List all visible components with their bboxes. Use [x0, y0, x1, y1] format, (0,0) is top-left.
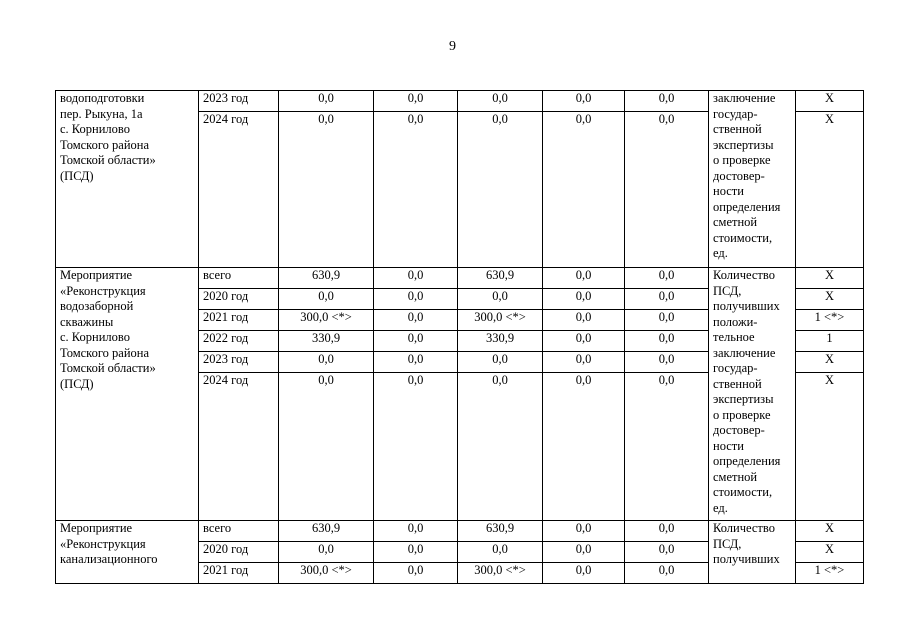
indicator-value-cell: 1 <*> [796, 563, 864, 584]
value-cell-total: 0,0 [279, 352, 374, 373]
table-row [56, 521, 864, 542]
value-cell-other: 0,0 [625, 563, 709, 584]
value-cell-total: 0,0 [279, 373, 374, 521]
value-cell-regional: 300,0 <*> [458, 310, 543, 331]
value-cell-federal: 0,0 [374, 310, 458, 331]
value-cell-federal: 0,0 [374, 352, 458, 373]
period-cell: всего [199, 268, 279, 289]
indicator-value-cell: Х [796, 521, 864, 542]
period-cell: 2024 год [199, 112, 279, 268]
period-cell: 2022 год [199, 331, 279, 352]
value-cell-regional: 0,0 [458, 352, 543, 373]
value-cell-federal: 0,0 [374, 289, 458, 310]
value-cell-regional: 330,9 [458, 331, 543, 352]
value-cell-regional: 0,0 [458, 373, 543, 521]
measure-description: водоподготовки пер. Рыкуна, 1а с. Корнилово Томского района Томской области» (ПСД) [56, 91, 199, 268]
value-cell-total: 330,9 [279, 331, 374, 352]
period-cell: 2021 год [199, 563, 279, 584]
value-cell-local: 0,0 [543, 331, 625, 352]
value-cell-other: 0,0 [625, 352, 709, 373]
table-row [56, 91, 864, 112]
value-cell-federal: 0,0 [374, 112, 458, 268]
indicator-value-cell: 1 [796, 331, 864, 352]
value-cell-local: 0,0 [543, 91, 625, 112]
value-cell-total: 630,9 [279, 521, 374, 542]
value-cell-other: 0,0 [625, 331, 709, 352]
indicator-value-cell: Х [796, 373, 864, 521]
value-cell-local: 0,0 [543, 521, 625, 542]
period-cell: 2024 год [199, 373, 279, 521]
measure-description: Мероприятие «Реконструкция водозаборной скважины с. Корнилово Томского района Томской области» (ПСД) [56, 268, 199, 521]
value-cell-federal: 0,0 [374, 373, 458, 521]
period-cell: 2020 год [199, 542, 279, 563]
value-cell-other: 0,0 [625, 521, 709, 542]
indicator-value-cell: Х [796, 352, 864, 373]
period-cell: 2020 год [199, 289, 279, 310]
indicator-value-cell: Х [796, 542, 864, 563]
value-cell-total: 0,0 [279, 91, 374, 112]
value-cell-regional: 630,9 [458, 268, 543, 289]
indicator-value-cell: 1 <*> [796, 310, 864, 331]
indicator-description: Количество ПСД, получивших [709, 521, 796, 584]
value-cell-federal: 0,0 [374, 331, 458, 352]
value-cell-regional: 0,0 [458, 289, 543, 310]
period-cell: всего [199, 521, 279, 542]
value-cell-other: 0,0 [625, 91, 709, 112]
value-cell-regional: 0,0 [458, 112, 543, 268]
value-cell-federal: 0,0 [374, 91, 458, 112]
value-cell-regional: 0,0 [458, 91, 543, 112]
value-cell-total: 300,0 <*> [279, 563, 374, 584]
value-cell-local: 0,0 [543, 542, 625, 563]
value-cell-federal: 0,0 [374, 542, 458, 563]
value-cell-other: 0,0 [625, 373, 709, 521]
value-cell-local: 0,0 [543, 310, 625, 331]
value-cell-total: 300,0 <*> [279, 310, 374, 331]
value-cell-total: 0,0 [279, 112, 374, 268]
period-cell: 2023 год [199, 91, 279, 112]
value-cell-other: 0,0 [625, 310, 709, 331]
period-cell: 2023 год [199, 352, 279, 373]
value-cell-other: 0,0 [625, 289, 709, 310]
table-row [56, 268, 864, 289]
value-cell-regional: 300,0 <*> [458, 563, 543, 584]
value-cell-federal: 0,0 [374, 563, 458, 584]
period-cell: 2021 год [199, 310, 279, 331]
value-cell-regional: 630,9 [458, 521, 543, 542]
indicator-value-cell: Х [796, 289, 864, 310]
indicator-description: Количество ПСД, получивших положи- тельное заключение государ- ственной экспертизы о проверке достовер- ности определения сметной стоимости, ед. [709, 268, 796, 521]
program-table [55, 90, 864, 584]
value-cell-total: 630,9 [279, 268, 374, 289]
indicator-description: заключение государ- ственной экспертизы о проверке достовер- ности определения сметной стоимости, ед. [709, 91, 796, 268]
measure-description: Мероприятие «Реконструкция канализационного [56, 521, 199, 584]
value-cell-other: 0,0 [625, 112, 709, 268]
value-cell-total: 0,0 [279, 542, 374, 563]
indicator-value-cell: Х [796, 112, 864, 268]
value-cell-local: 0,0 [543, 373, 625, 521]
value-cell-federal: 0,0 [374, 521, 458, 542]
value-cell-total: 0,0 [279, 289, 374, 310]
value-cell-local: 0,0 [543, 112, 625, 268]
value-cell-regional: 0,0 [458, 542, 543, 563]
indicator-value-cell: Х [796, 91, 864, 112]
value-cell-local: 0,0 [543, 352, 625, 373]
value-cell-local: 0,0 [543, 563, 625, 584]
value-cell-local: 0,0 [543, 289, 625, 310]
value-cell-other: 0,0 [625, 542, 709, 563]
value-cell-federal: 0,0 [374, 268, 458, 289]
value-cell-local: 0,0 [543, 268, 625, 289]
value-cell-other: 0,0 [625, 268, 709, 289]
page-number: 9 [449, 39, 456, 54]
indicator-value-cell: Х [796, 268, 864, 289]
